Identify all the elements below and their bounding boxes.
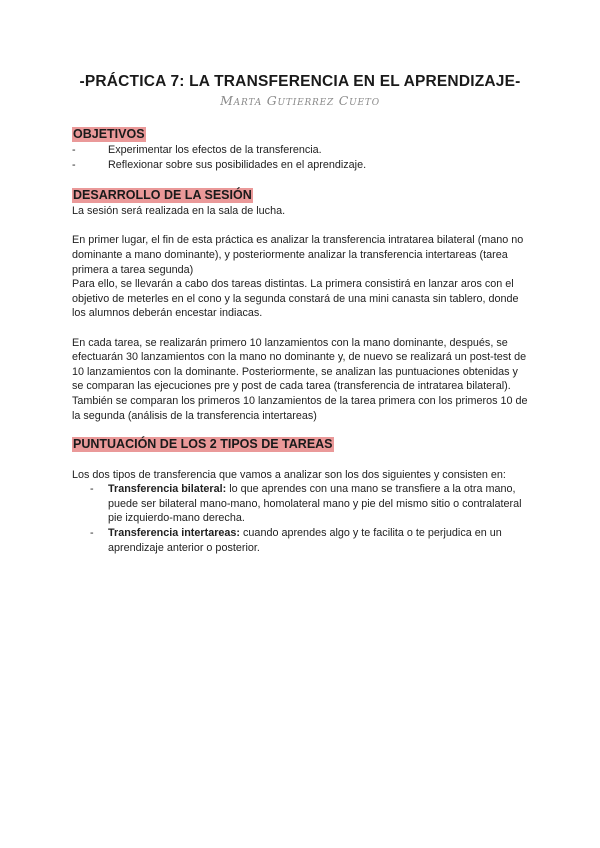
list-marker: - xyxy=(72,144,76,156)
list-marker: - xyxy=(90,527,94,540)
paragraph: Para ello, se llevarán a cabo dos tareas distintas. La primera consistirá en lanzar aros con el objetivo de meterles en el cono y la segunda constará de una mini canasta sin tablero, donde los alumnos deberán encestar indiacas. xyxy=(72,278,519,320)
author-name: Marta Gutierrez Cueto xyxy=(220,93,380,108)
list-item xyxy=(90,526,528,555)
paragraph-gap xyxy=(72,321,528,336)
section-objetivos xyxy=(72,109,528,172)
list-item xyxy=(72,158,528,173)
term-description: lo que aprendes con una mano se transfiere a la otra mano, puede ser bilateral mano-mano, homolateral mano y pie del mismo sitio o contralateral pie izquierdo-mano derecha. xyxy=(108,483,522,525)
document-title: -PRÁCTICA 7: LA TRANSFERENCIA EN EL APRENDIZAJE- xyxy=(79,73,521,90)
list-item-text xyxy=(108,482,528,526)
paragraph-gap xyxy=(72,453,528,468)
transfer-types-list xyxy=(72,482,528,555)
paragraph: La sesión será realizada en la sala de lucha. xyxy=(72,205,286,218)
section-puntuacion xyxy=(72,423,528,555)
list-item-text: Reflexionar sobre sus posibilidades en el aprendizaje. xyxy=(108,158,367,171)
section-desarrollo xyxy=(72,172,528,423)
list-item-text: Experimentar los efectos de la transferencia. xyxy=(108,144,322,156)
objetivos-list xyxy=(72,143,528,172)
section-heading-puntuacion: PUNTUACIÓN DE LOS 2 TIPOS DE TAREAS xyxy=(73,437,333,452)
paragraph: En primer lugar, el fin de esta práctica es analizar la transferencia intratarea bilateral (mano no dominante a mano dominante), y posteriormente analizar la transferencia intertareas (tarea primera a tarea segunda) xyxy=(72,234,524,276)
paragraph: En cada tarea, se realizarán primero 10 lanzamientos con la mano dominante, después, se efectuarán 30 lanzamientos con la mano no dominante y, de nuevo se realizará un post-test de 10 lanzamientos con la dominante. Posteriormente, se analizan las puntuaciones obtenidas y se comparan las ejecuciones pre y post de cada tarea (transferencia de intratarea bilateral). También se comparan los primeros 10 lanzamientos de la tarea primera con los primeros 10 de la segunda (análisis de la transferencia intertareas) xyxy=(72,336,528,422)
list-item xyxy=(90,482,528,526)
list-item-text xyxy=(108,526,528,555)
paragraph: Los dos tipos de transferencia que vamos a analizar son los dos siguientes y consisten en: xyxy=(72,468,506,481)
term-label: Transferencia bilateral: xyxy=(108,483,227,496)
paragraph-gap xyxy=(72,219,528,234)
term-label: Transferencia intertareas: xyxy=(108,527,241,540)
list-marker: - xyxy=(90,483,94,496)
list-item xyxy=(72,143,528,158)
term-description: cuando aprendes algo y te facilita o te perjudica en un aprendizaje anterior o posterior. xyxy=(108,527,502,554)
section-heading-desarrollo: DESARROLLO DE LA SESIÓN xyxy=(73,188,252,203)
section-heading-objetivos: OBJETIVOS xyxy=(73,127,145,141)
list-marker: - xyxy=(72,158,76,171)
